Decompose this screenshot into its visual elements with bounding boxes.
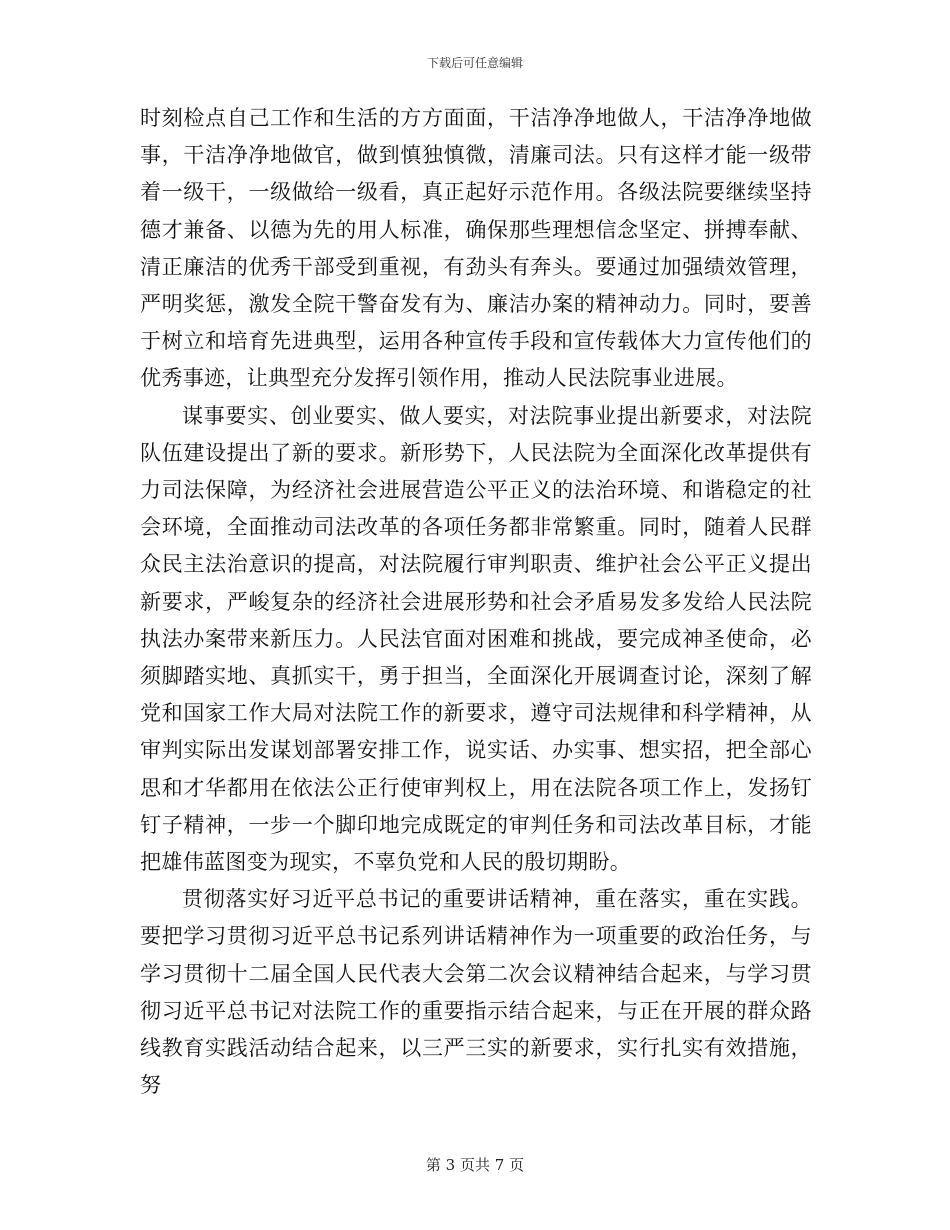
paragraph-3: 贯彻落实好习近平总书记的重要讲话精神，重在落实，重在实践。要把学习贯彻习近平总书记系列讲话精神作为一项重要的政治任务，与学习贯彻十二届全国人民代表大会第二次会议精神结合起来，与学习贯彻习近平总书记对法院工作的重要指示结合起来，与正在开展的群众路线教育实践活动结合起来，以三严三实的新要求，实行扎实有效措施，努 — [140, 887, 812, 1098]
page-number-footer: 第 3 页共 7 页 — [425, 1156, 525, 1174]
page-header: 下载后可任意编辑 — [426, 56, 523, 70]
paragraph-2: 谋事要实、创业要实、做人要实，对法院事业提出新要求，对法院队伍建设提出了新的要求。新形势下，人民法院为全面深化改革提供有力司法保障，为经济社会进展营造公平正义的法治环境、和谐稳定的社会环境，全面推动司法改革的各项任务都非常繁重。同时，随着人民群众民主法治意识的提高，对法院履行审判职责、维护社会公平正义提出新要求，严峻复杂的经济社会进展形势和社会矛盾易发多发给人民法院执法办案带来新压力。人民法官面对困难和挑战，要完成神圣使命，必须脚踏实地、真抓实干，勇于担当，全面深化开展调查讨论，深刻了解党和国家工作大局对法院工作的新要求，遵守司法规律和科学精神，从审判实际出发谋划部署安排工作，说实话、办实事、想实招，把全部心思和才华都用在依法公正行使审判权上，用在法院各项工作上，发扬钉钉子精神，一步一个脚印地完成既定的审判任务和司法改革目标，才能把雄伟蓝图变为现实，不辜负党和人民的殷切期盼。 — [140, 403, 812, 875]
paragraph-1: 时刻检点自己工作和生活的方方面面，干洁净净地做人，干洁净净地做事，干洁净净地做官，做到慎独慎微，清廉司法。只有这样才能一级带着一级干，一级做给一级看，真正起好示范作用。各级法院要继续坚持德才兼备、以德为先的用人标准，确保那些理想信念坚定、拼搏奉献、清正廉洁的优秀干部受到重视，有劲头有奔头。要通过加强绩效管理，严明奖惩，激发全院干警奋发有为、廉洁办案的精神动力。同时，要善于树立和培育先进典型，运用各种宣传手段和宣传载体大力宣传他们的优秀事迹，让典型充分发挥引领作用，推动人民法院事业进展。 — [140, 106, 812, 391]
document-body — [140, 100, 812, 1104]
